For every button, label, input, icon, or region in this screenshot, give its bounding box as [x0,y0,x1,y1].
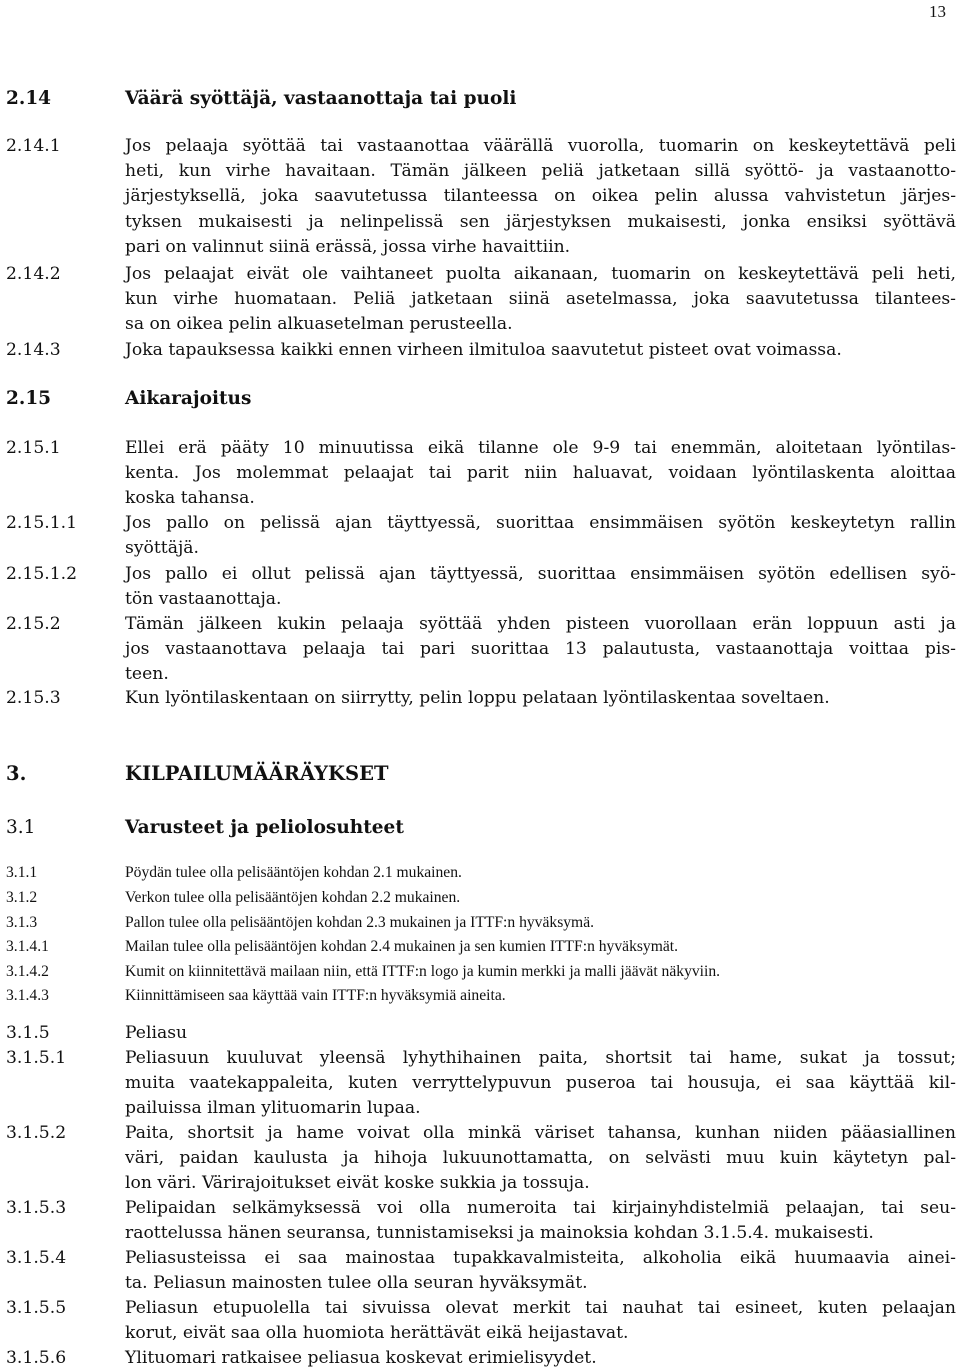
clause-3-1-3 [6,913,956,933]
clause-text: Pöydän tulee olla pelisääntöjen kohdan 2.1 mukainen. [125,864,462,881]
chapter-heading-3 [6,761,956,786]
clause-3-1-5-2 [6,1121,956,1197]
clause-number: 3.1.5.2 [6,1123,67,1143]
section-number: 2.15 [6,388,52,409]
section-heading-2-14 [6,86,956,111]
clause-number: 2.15.1.1 [6,513,78,533]
clause-text: Peliasusteissa ei saa mainostaa tupakkavalmisteita, alkoholia eikä huumaavia ainei- ta. Peliasun mainosten tulee olla seuran hyväksymät. [125,1248,956,1294]
clause-text: Verkon tulee olla pelisääntöjen kohdan 2.2 mukainen. [125,889,461,906]
clause-number: 3.1.5.3 [6,1198,67,1218]
clause-number: 2.15.1.2 [6,564,78,584]
clause-number: 2.15.2 [6,614,61,634]
clause-text: Tämän jälkeen kukin pelaaja syöttää yhden pisteen vuorollaan erän loppuun asti ja jos vastaanottava pelaaja tai pari suorittaa 13 palautusta, vastaanottaja voittaa pis- teen. [125,614,956,685]
clause-text: Peliasu [125,1023,188,1043]
clause-text: Pallon tulee olla pelisääntöjen kohdan 2.3 mukainen ja ITTF:n hyväksymä. [125,914,595,931]
clause-2-15-3 [6,686,956,711]
clause-number: 3.1.5.1 [6,1048,67,1068]
clause-number: 3.1.5.4 [6,1248,67,1268]
section-number: 3.1 [6,817,36,838]
section-number: 3. [6,762,27,785]
clause-2-15-1-2 [6,562,956,612]
clause-text: Paita, shortsit ja hame voivat olla minkä väriset tahansa, kunhan niiden pääasiallinen väri, paidan kaulusta ja hihoja lukuunottamatta, on selvästi muu kuin käytetyn pal- lon väri. Värirajoitukset eivät koske sukkia ja tossuja. [125,1123,956,1194]
clause-text: Kun lyöntilaskentaan on siirrytty, pelin loppu pelataan lyöntilaskentaa soveltaen. [125,688,830,708]
clause-text: Kumit on kiinnitettävä mailaan niin, että ITTF:n logo ja kumin merkki ja malli jäävät näkyviin. [125,963,721,980]
clause-text: Peliasuun kuuluvat yleensä lyhythihainen paita, shortsit tai hame, sukat ja tossut; muita vaatekappaleita, kuten verryttelypuvun puseroa tai housuja, ei saa käyttää kil- pailuissa ilman ylituomarin lupaa. [125,1048,956,1119]
clause-number: 2.14.2 [6,264,61,284]
clause-3-1-2 [6,888,956,908]
clause-3-1-5 [6,1021,956,1046]
clause-2-14-2 [6,262,956,338]
clause-number: 3.1.4.1 [6,938,49,955]
clause-number: 3.1.5.5 [6,1298,67,1318]
clause-3-1-4-2 [6,962,956,982]
clause-3-1-5-4 [6,1246,956,1296]
clause-text: Mailan tulee olla pelisääntöjen kohdan 2.4 mukainen ja sen kumien ITTF:n hyväksymät. [125,938,679,955]
clause-number: 3.1.4.2 [6,963,49,980]
clause-number: 3.1.5 [6,1023,50,1043]
clause-3-1-4-1 [6,937,956,957]
clause-text: Jos pelaaja syöttää tai vastaanottaa väärällä vuorolla, tuomarin on keskeytettävä peli heti, kun virhe havaitaan. Tämän jälkeen peliä jatketaan sillä syöttö- ja vastaanotto- järjestyksellä, joka saavutetussa tilanteessa on oikea pelin alussa vahvistetun järjes- tyksen mukaisesti ja nelinpelissä sen järjestyksen mukaisesti, jonka ensiksi syöttävä pari on valinnut siinä erässä, jossa virhe havaittiin. [125,136,956,257]
clause-number: 2.15.3 [6,688,61,708]
clause-text: Joka tapauksessa kaikki ennen virheen ilmituloa saavutetut pisteet ovat voimassa. [125,340,842,360]
clause-3-1-5-5 [6,1296,956,1346]
page-number: 13 [929,2,946,21]
section-number: 2.14 [6,88,52,109]
clause-number: 2.14.1 [6,136,61,156]
clause-2-15-2 [6,612,956,688]
clause-2-15-1 [6,436,956,512]
clause-text: Ylituomari ratkaisee peliasua koskevat erimielisyydet. [125,1348,597,1368]
clause-number: 3.1.4.3 [6,987,49,1004]
clause-number: 3.1.3 [6,914,38,931]
clause-2-14-3 [6,338,956,363]
clause-number: 2.14.3 [6,340,61,360]
section-heading-3-1 [6,815,956,840]
clause-3-1-1 [6,863,956,883]
clause-text: Peliasun etupuolella tai sivuissa olevat merkit tai nauhat tai esineet, kuten pelaajan korut, eivät saa olla huomiota herättävät eikä heijastavat. [125,1298,956,1344]
clause-3-1-5-6 [6,1346,956,1371]
clause-number: 3.1.1 [6,864,38,881]
section-heading-2-15 [6,386,956,411]
clause-3-1-4-3 [6,986,956,1006]
clause-number: 3.1.5.6 [6,1348,67,1368]
section-title: Väärä syöttäjä, vastaanottaja tai puoli [125,88,517,109]
section-title: Aikarajoitus [125,388,252,409]
clause-3-1-5-1 [6,1046,956,1122]
clause-2-15-1-1 [6,511,956,561]
clause-text: Jos pelaajat eivät ole vaihtaneet puolta aikanaan, tuomarin on keskeytettävä peli heti, kun virhe huomataan. Peliä jatketaan siinä asetelmassa, joka saavutetussa tilantees- sa on oikea pelin alkuasetelman perusteella. [125,264,956,335]
clause-3-1-5-3 [6,1196,956,1246]
clause-text: Jos pallo ei ollut pelissä ajan täyttyessä, suorittaa ensimmäisen syötön edellisen syö- tön vastaanottaja. [125,564,956,610]
section-title: Varusteet ja peliolosuhteet [125,817,404,838]
clause-text: Kiinnittämiseen saa käyttää vain ITTF:n hyväksymiä aineita. [125,987,506,1004]
clause-2-14-1 [6,134,956,260]
chapter-title: KILPAILUMÄÄRÄYKSET [125,762,389,785]
clause-number: 3.1.2 [6,889,38,906]
clause-text: Jos pallo on pelissä ajan täyttyessä, suorittaa ensimmäisen syötön keskeytetyn rallin syöttäjä. [125,513,956,559]
clause-text: Ellei erä pääty 10 minuutissa eikä tilanne ole 9-9 tai enemmän, aloitetaan lyöntilas- kenta. Jos molemmat pelaajat tai parit niin haluavat, voidaan lyöntilaskenta aloittaa koska tahansa. [125,438,956,509]
clause-text: Pelipaidan selkämyksessä voi olla numeroita tai kirjainyhdistelmiä pelaajan, tai seu- raottelussa hänen seuransa, tunnistamiseksi ja mainoksia kohdan 3.1.5.4. mukaisesti. [125,1198,956,1244]
clause-number: 2.15.1 [6,438,61,458]
